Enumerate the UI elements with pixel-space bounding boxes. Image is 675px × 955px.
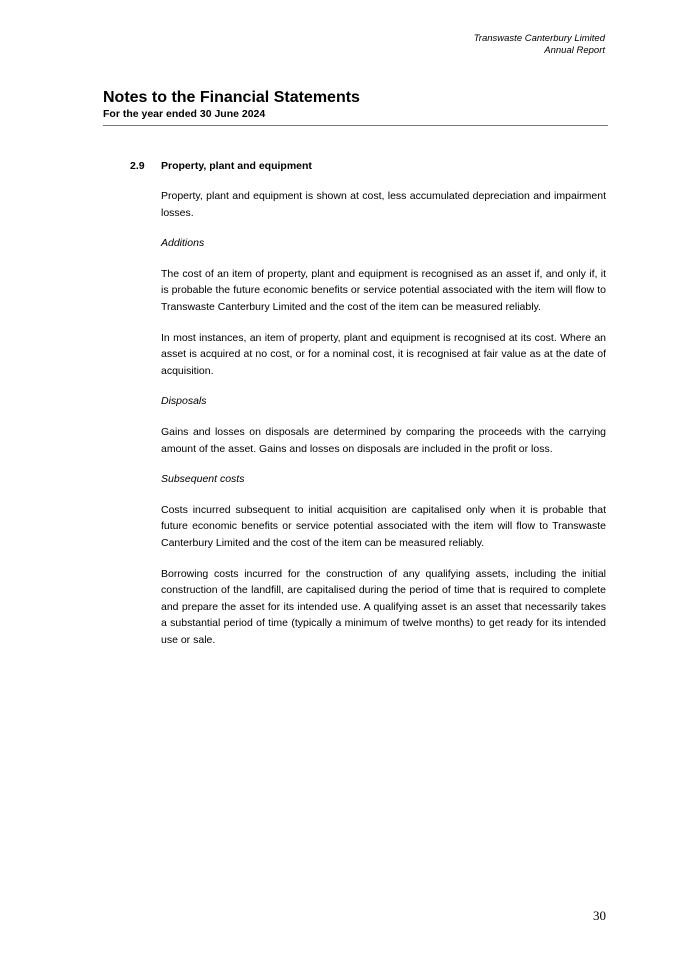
disposals-paragraph: Gains and losses on disposals are determined by comparing the proceeds with the carrying amount of the asset. Gains and losses on disposals are included in the profit or loss. [161, 425, 606, 455]
subsequent-costs-paragraph-1: Costs incurred subsequent to initial acquisition are capitalised only when it is probable that future economic benefits or service potential associated with the item will flow to Transwaste Canterbury Limited and the cost of the item can be measured reliably. [161, 503, 606, 549]
section-number: 2.9 [130, 160, 145, 172]
title-divider [103, 125, 608, 126]
page-title: Notes to the Financial Statements [103, 89, 360, 106]
subsequent-costs-subheading: Subsequent costs [161, 473, 245, 486]
section-body [161, 188, 606, 648]
additions-subheading: Additions [161, 237, 205, 250]
additions-paragraph-2: In most instances, an item of property, plant and equipment is recognised at its cost. Where an asset is acquired at no cost, or for a nominal cost, it is recognised at fair value as at the date of acquisition. [161, 331, 606, 377]
subsequent-costs-paragraph-2: Borrowing costs incurred for the construction of any qualifying assets, including the initial construction of the landfill, are capitalised during the period of time that is required to complete and prepare the asset for its intended use. A qualifying asset is an asset that necessarily takes a substantial period of time (typically a minimum of twelve months) to get ready for its intended use or sale. [161, 567, 606, 646]
company-name: Transwaste Canterbury Limited [473, 33, 605, 44]
disposals-subheading: Disposals [161, 395, 207, 408]
running-header [474, 33, 605, 57]
page-subtitle: For the year ended 30 June 2024 [103, 108, 266, 120]
report-name: Annual Report [544, 45, 605, 56]
section-title: Property, plant and equipment [161, 160, 312, 172]
intro-paragraph: Property, plant and equipment is shown at cost, less accumulated depreciation and impairment losses. [161, 190, 606, 219]
additions-paragraph-1: The cost of an item of property, plant and equipment is recognised as an asset if, and only if, it is probable the future economic benefits or service potential associated with the item will flow to Transwaste Canterbury Limited and the cost of the item can be measured reliably. [161, 267, 606, 313]
section-heading [130, 158, 606, 174]
title-block [103, 88, 360, 121]
section-property-plant-equipment [130, 158, 606, 662]
page-number: 30 [593, 908, 606, 923]
